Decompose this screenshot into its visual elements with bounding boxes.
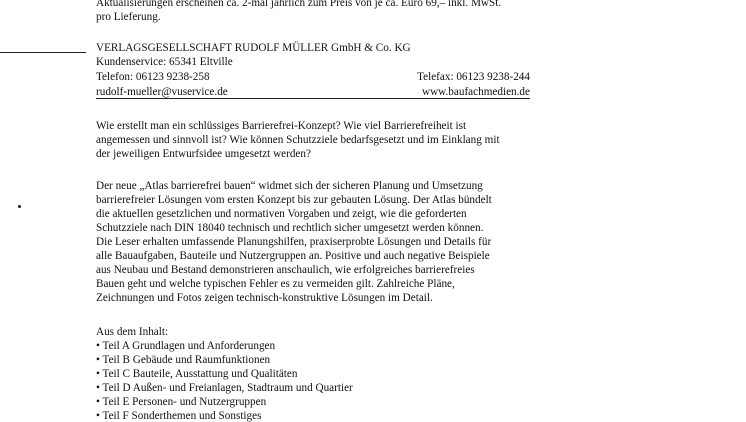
contents-item: • Teil D Außen- und Freianlagen, Stadtraum und Quartier: [96, 382, 353, 394]
publisher-service: Kundenservice: 65341 Eltville: [96, 56, 233, 68]
description-line: Zeichnungen und Fotos zeigen technisch-konstruktive Lösungen im Detail.: [96, 292, 433, 304]
description-line: Schutzziele nach DIN 18040 technisch und rechtlich sicher umgesetzt werden können.: [96, 222, 484, 234]
publisher-website-link[interactable]: www.baufachmedien.de: [422, 86, 530, 98]
intro-line-2: pro Lieferung.: [96, 11, 161, 23]
description-line: Der neue „Atlas barrierefrei bauen“ widmet sich der sicheren Planung und Umsetzung: [96, 180, 483, 192]
contact-phone-row: [96, 71, 530, 83]
contents-item: • Teil C Bauteile, Ausstattung und Qualitäten: [96, 368, 298, 380]
contents-item: • Teil E Personen- und Nutzergruppen: [96, 396, 267, 408]
question-line: Wie erstellt man ein schlüssiges Barrierefrei-Konzept? Wie viel Barrierefreiheit ist: [96, 120, 467, 132]
contents-heading: Aus dem Inhalt:: [96, 326, 169, 338]
description-line: barrierefreier Lösungen vom ersten Konzept bis zur gebauten Lösung. Der Atlas bündelt: [96, 194, 492, 206]
description-line: Die Leser erhalten umfassende Planungshilfen, praxiserprobte Lösungen und Details für: [96, 236, 492, 248]
separator-rule: [0, 52, 86, 53]
description-line: aus Neubau und Bestand demonstrieren anschaulich, wie erfolgreiches barrierefreies: [96, 264, 475, 276]
publisher-phone: Telefon: 06123 9238-258: [96, 71, 210, 83]
publisher-email-link[interactable]: rudolf-mueller@vuservice.de: [96, 86, 228, 98]
publisher-name: VERLAGSGESELLSCHAFT RUDOLF MÜLLER GmbH & Co. KG: [96, 42, 411, 54]
description-line: Bauen geht und welche typischen Fehler es zu vermeiden gilt. Zahlreiche Pläne,: [96, 278, 455, 290]
description-line: die aktuellen gesetzlichen und normativen Vorgaben und zeigt, wie die geforderten: [96, 208, 467, 220]
question-line: angemessen und sinnvoll ist? Wie können Schutzziele bedarfsgesetzt und im Einklang mit: [96, 134, 500, 146]
description-line: alle Bauaufgaben, Bauteile und Nutzergruppen an. Positive und auch negative Beispiele: [96, 250, 490, 262]
contents-item: • Teil F Sonderthemen und Sonstiges: [96, 410, 262, 422]
intro-line-1: Aktualisierungen erscheinen ca. 2-mal jährlich zum Preis von je ca. Euro 69,– inkl. MwSt.: [96, 0, 502, 9]
question-line: der jeweiligen Entwurfsidee umgesetzt werden?: [96, 148, 311, 160]
publisher-fax: Telefax: 06123 9238-244: [417, 71, 530, 83]
contents-item: • Teil B Gebäude und Raumfunktionen: [96, 354, 271, 366]
contact-web-row: [96, 86, 530, 99]
margin-bullet-mark: [18, 205, 21, 208]
contents-item: • Teil A Grundlagen und Anforderungen: [96, 340, 276, 352]
